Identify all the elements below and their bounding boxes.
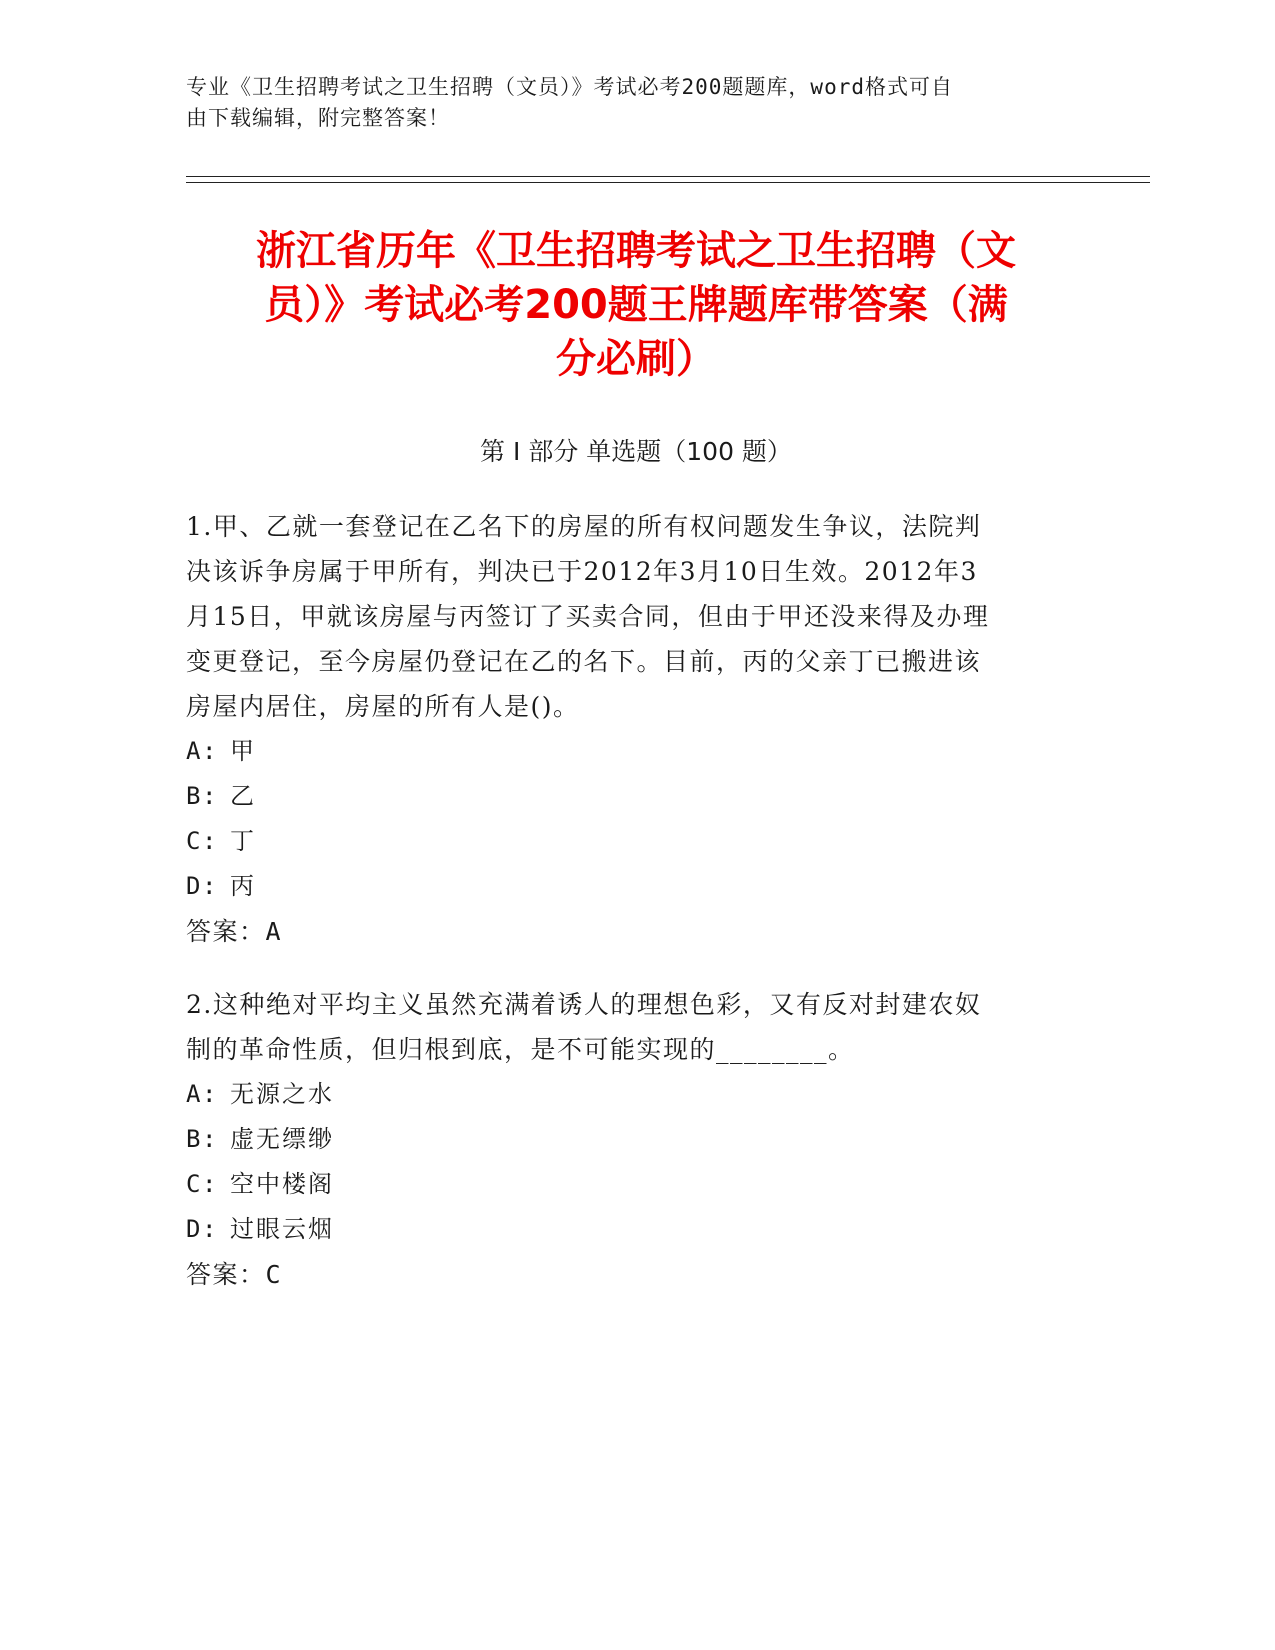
question-text-line: 2.这种绝对平均主义虽然充满着诱人的理想色彩，又有反对封建农奴	[186, 990, 982, 1019]
answer-value: C	[265, 1260, 283, 1289]
option-text: 空中楼阁	[230, 1170, 334, 1198]
option-label: B:	[186, 782, 218, 810]
answer-label: 答案：	[186, 1260, 266, 1289]
option-label: D:	[186, 872, 218, 900]
question-text-line: 制的革命性质，但归根到底，是不可能实现的________。	[186, 1035, 855, 1064]
answer	[186, 909, 1066, 954]
option-b	[186, 1117, 1066, 1162]
answer-label: 答案：	[186, 917, 266, 946]
header-divider	[186, 182, 1150, 183]
question-text-line: 1.甲、乙就一套登记在乙名下的房屋的所有权问题发生争议，法院判	[186, 512, 982, 541]
header-note	[186, 72, 1066, 134]
section-title: 第 I 部分 单选题（100 题）	[480, 437, 792, 466]
option-label: C:	[186, 827, 218, 855]
option-label: D:	[186, 1215, 218, 1243]
answer-value: A	[265, 917, 283, 946]
answer	[186, 1252, 1066, 1297]
question-text-line: 房屋内居住，房屋的所有人是()。	[186, 692, 580, 721]
option-label: A:	[186, 1080, 218, 1108]
option-label: B:	[186, 1125, 218, 1153]
question-text-line: 变更登记，至今房屋仍登记在乙的名下。目前，丙的父亲丁已搬进该	[186, 647, 982, 676]
option-text: 甲	[230, 737, 256, 765]
option-c	[186, 1162, 1066, 1207]
question-2	[186, 982, 1066, 1297]
header-note-line: 专业《卫生招聘考试之卫生招聘（文员）》考试必考200题题库，word格式可自	[186, 75, 953, 99]
option-d	[186, 864, 1066, 909]
option-a	[186, 1072, 1066, 1117]
option-text: 乙	[230, 782, 256, 810]
option-text: 丁	[230, 827, 256, 855]
option-b	[186, 774, 1066, 819]
document-title-line: 分必刷）	[556, 336, 716, 382]
option-d	[186, 1207, 1066, 1252]
option-a	[186, 729, 1066, 774]
option-text: 虚无缥缈	[230, 1125, 334, 1153]
header-divider	[186, 176, 1150, 177]
document-title-line: 员）》考试必考200题王牌题库带答案（满	[264, 282, 1008, 328]
option-text: 过眼云烟	[230, 1215, 334, 1243]
header-note-line: 由下载编辑，附完整答案！	[186, 106, 450, 130]
question-text-line: 决该诉争房属于甲所有，判决已于2012年3月10日生效。2012年3	[186, 557, 978, 586]
option-label: C:	[186, 1170, 218, 1198]
document-title	[186, 224, 1086, 386]
document-title-line: 浙江省历年《卫生招聘考试之卫生招聘（文	[256, 228, 1016, 274]
option-text: 无源之水	[230, 1080, 334, 1108]
question-text-line: 月15日，甲就该房屋与丙签订了买卖合同，但由于甲还没来得及办理	[186, 602, 990, 631]
question-1	[186, 504, 1066, 954]
option-text: 丙	[230, 872, 256, 900]
option-c	[186, 819, 1066, 864]
option-label: A:	[186, 737, 218, 765]
